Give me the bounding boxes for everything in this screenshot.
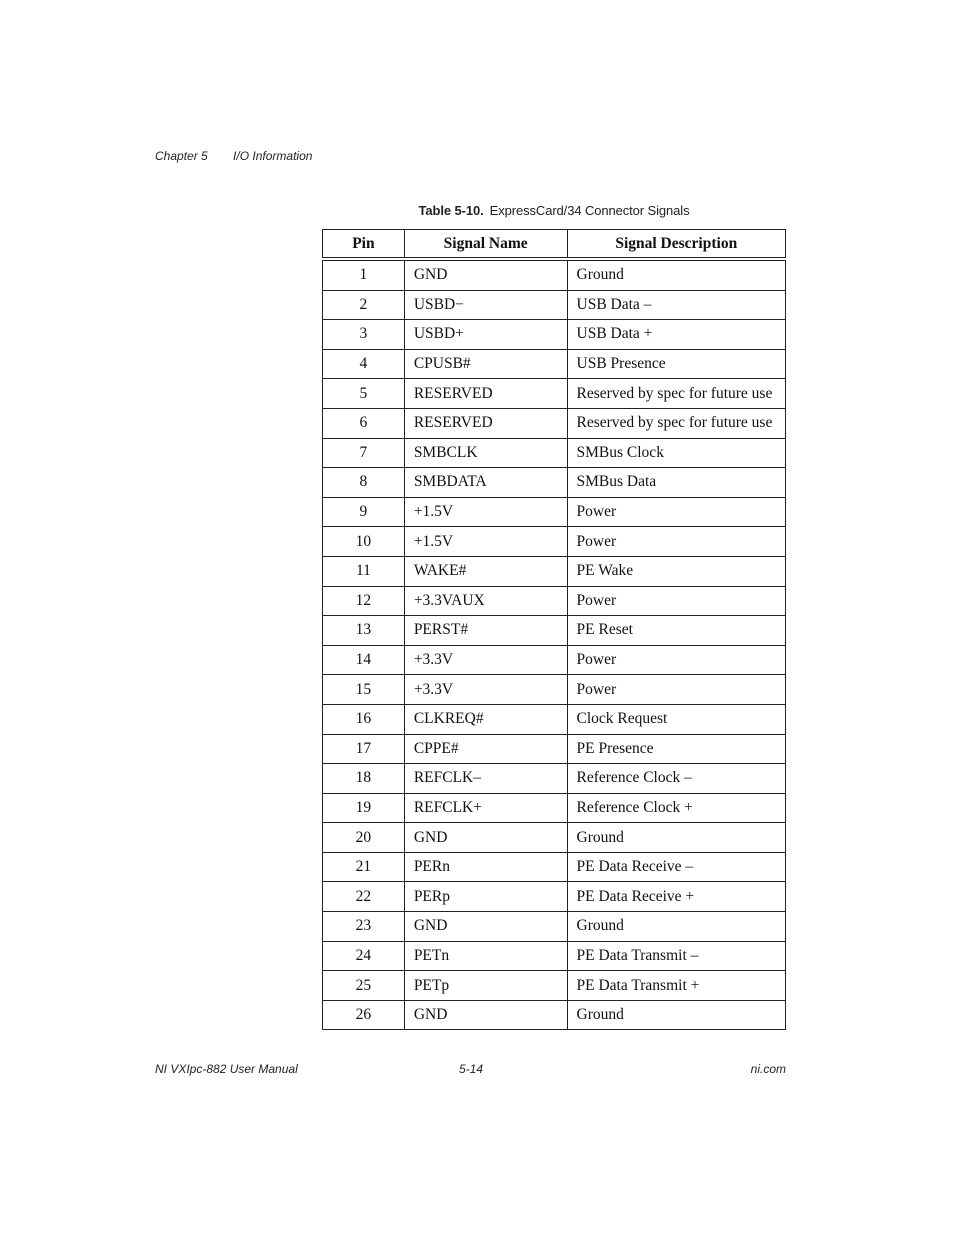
pin-cell: 8 bbox=[323, 468, 405, 498]
pin-cell: 13 bbox=[323, 616, 405, 646]
table-row bbox=[323, 675, 786, 705]
table-row bbox=[323, 616, 786, 646]
table-row bbox=[323, 527, 786, 557]
signal-description-cell: PE Data Transmit – bbox=[567, 941, 785, 971]
signal-description-cell: SMBus Data bbox=[567, 468, 785, 498]
signal-name-cell: RESERVED bbox=[404, 379, 567, 409]
signal-description-cell: Ground bbox=[567, 823, 785, 853]
page-header bbox=[155, 149, 312, 163]
pin-cell: 5 bbox=[323, 379, 405, 409]
table-row bbox=[323, 408, 786, 438]
signal-description-cell: Ground bbox=[567, 259, 785, 290]
table-row bbox=[323, 941, 786, 971]
table-row bbox=[323, 793, 786, 823]
table-caption-text: ExpressCard/34 Connector Signals bbox=[489, 203, 690, 218]
signal-name-cell: GND bbox=[404, 912, 567, 942]
signal-name-cell: PETn bbox=[404, 941, 567, 971]
pin-cell: 19 bbox=[323, 793, 405, 823]
table-row bbox=[323, 764, 786, 794]
pin-cell: 22 bbox=[323, 882, 405, 912]
pin-cell: 25 bbox=[323, 971, 405, 1001]
table-row bbox=[323, 586, 786, 616]
signal-name-cell: CPPE# bbox=[404, 734, 567, 764]
signal-description-cell: Reserved by spec for future use bbox=[567, 408, 785, 438]
pin-cell: 3 bbox=[323, 320, 405, 350]
signal-description-cell: USB Data – bbox=[567, 290, 785, 320]
footer-manual-title: NI VXIpc-882 User Manual bbox=[155, 1062, 298, 1076]
pin-cell: 11 bbox=[323, 556, 405, 586]
signal-name-cell: REFCLK– bbox=[404, 764, 567, 794]
table-row bbox=[323, 556, 786, 586]
signal-description-cell: Power bbox=[567, 497, 785, 527]
table-row bbox=[323, 912, 786, 942]
pin-cell: 6 bbox=[323, 408, 405, 438]
signal-name-cell: SMBCLK bbox=[404, 438, 567, 468]
table-row bbox=[323, 438, 786, 468]
table-row bbox=[323, 497, 786, 527]
signal-description-cell: PE Data Receive – bbox=[567, 852, 785, 882]
table-body bbox=[323, 259, 786, 1030]
signal-description-cell: Ground bbox=[567, 912, 785, 942]
signal-name-cell: +3.3V bbox=[404, 675, 567, 705]
signal-name-cell: USBD− bbox=[404, 290, 567, 320]
signal-description-cell: Ground bbox=[567, 1000, 785, 1030]
footer-website: ni.com bbox=[750, 1062, 786, 1076]
pin-cell: 21 bbox=[323, 852, 405, 882]
signal-description-cell: Reference Clock + bbox=[567, 793, 785, 823]
signal-name-cell: +1.5V bbox=[404, 527, 567, 557]
column-header-signal-name: Signal Name bbox=[404, 230, 567, 260]
pin-cell: 26 bbox=[323, 1000, 405, 1030]
signal-description-cell: Power bbox=[567, 586, 785, 616]
signal-description-cell: PE Presence bbox=[567, 734, 785, 764]
signal-description-cell: PE Reset bbox=[567, 616, 785, 646]
table-row bbox=[323, 259, 786, 290]
signal-name-cell: GND bbox=[404, 1000, 567, 1030]
table-row bbox=[323, 823, 786, 853]
connector-signals-table bbox=[322, 229, 786, 1030]
table-row bbox=[323, 852, 786, 882]
signal-description-cell: Power bbox=[567, 645, 785, 675]
signal-name-cell: PETp bbox=[404, 971, 567, 1001]
pin-cell: 9 bbox=[323, 497, 405, 527]
signal-description-cell: SMBus Clock bbox=[567, 438, 785, 468]
table-row bbox=[323, 704, 786, 734]
signal-description-cell: USB Presence bbox=[567, 349, 785, 379]
signal-description-cell: Reserved by spec for future use bbox=[567, 379, 785, 409]
signal-name-cell: +3.3V bbox=[404, 645, 567, 675]
pin-cell: 10 bbox=[323, 527, 405, 557]
signal-description-cell: PE Data Transmit + bbox=[567, 971, 785, 1001]
pin-cell: 16 bbox=[323, 704, 405, 734]
column-header-signal-description: Signal Description bbox=[567, 230, 785, 260]
pin-cell: 1 bbox=[323, 259, 405, 290]
signal-description-cell: PE Wake bbox=[567, 556, 785, 586]
pin-cell: 14 bbox=[323, 645, 405, 675]
signal-description-cell: PE Data Receive + bbox=[567, 882, 785, 912]
pin-cell: 2 bbox=[323, 290, 405, 320]
signal-description-cell: Clock Request bbox=[567, 704, 785, 734]
signal-name-cell: PERp bbox=[404, 882, 567, 912]
column-header-pin: Pin bbox=[323, 230, 405, 260]
table-caption bbox=[322, 203, 786, 218]
table-row bbox=[323, 882, 786, 912]
signal-name-cell: RESERVED bbox=[404, 408, 567, 438]
pin-cell: 7 bbox=[323, 438, 405, 468]
chapter-title: I/O Information bbox=[233, 149, 313, 163]
signal-name-cell: +1.5V bbox=[404, 497, 567, 527]
signal-name-cell: +3.3VAUX bbox=[404, 586, 567, 616]
table-row bbox=[323, 290, 786, 320]
pin-cell: 20 bbox=[323, 823, 405, 853]
pin-cell: 12 bbox=[323, 586, 405, 616]
table-row bbox=[323, 320, 786, 350]
signal-name-cell: SMBDATA bbox=[404, 468, 567, 498]
signal-name-cell: CLKREQ# bbox=[404, 704, 567, 734]
pin-cell: 17 bbox=[323, 734, 405, 764]
table-header-row bbox=[323, 230, 786, 260]
signal-name-cell: GND bbox=[404, 259, 567, 290]
signal-name-cell: USBD+ bbox=[404, 320, 567, 350]
signal-name-cell: PERn bbox=[404, 852, 567, 882]
pin-cell: 4 bbox=[323, 349, 405, 379]
signal-description-cell: Power bbox=[567, 527, 785, 557]
pin-cell: 18 bbox=[323, 764, 405, 794]
signal-description-cell: Power bbox=[567, 675, 785, 705]
table-row bbox=[323, 734, 786, 764]
footer-page-number: 5-14 bbox=[459, 1062, 484, 1076]
table-row bbox=[323, 645, 786, 675]
signal-name-cell: WAKE# bbox=[404, 556, 567, 586]
signal-name-cell: REFCLK+ bbox=[404, 793, 567, 823]
signal-description-cell: USB Data + bbox=[567, 320, 785, 350]
signal-name-cell: GND bbox=[404, 823, 567, 853]
pin-cell: 23 bbox=[323, 912, 405, 942]
table-row bbox=[323, 971, 786, 1001]
signal-description-cell: Reference Clock – bbox=[567, 764, 785, 794]
table-caption-label: Table 5-10. bbox=[418, 203, 484, 218]
table-row bbox=[323, 349, 786, 379]
table-row bbox=[323, 468, 786, 498]
pin-cell: 15 bbox=[323, 675, 405, 705]
chapter-number: Chapter 5 bbox=[155, 149, 208, 163]
table-row bbox=[323, 1000, 786, 1030]
signal-name-cell: CPUSB# bbox=[404, 349, 567, 379]
table-row bbox=[323, 379, 786, 409]
signal-name-cell: PERST# bbox=[404, 616, 567, 646]
pin-cell: 24 bbox=[323, 941, 405, 971]
